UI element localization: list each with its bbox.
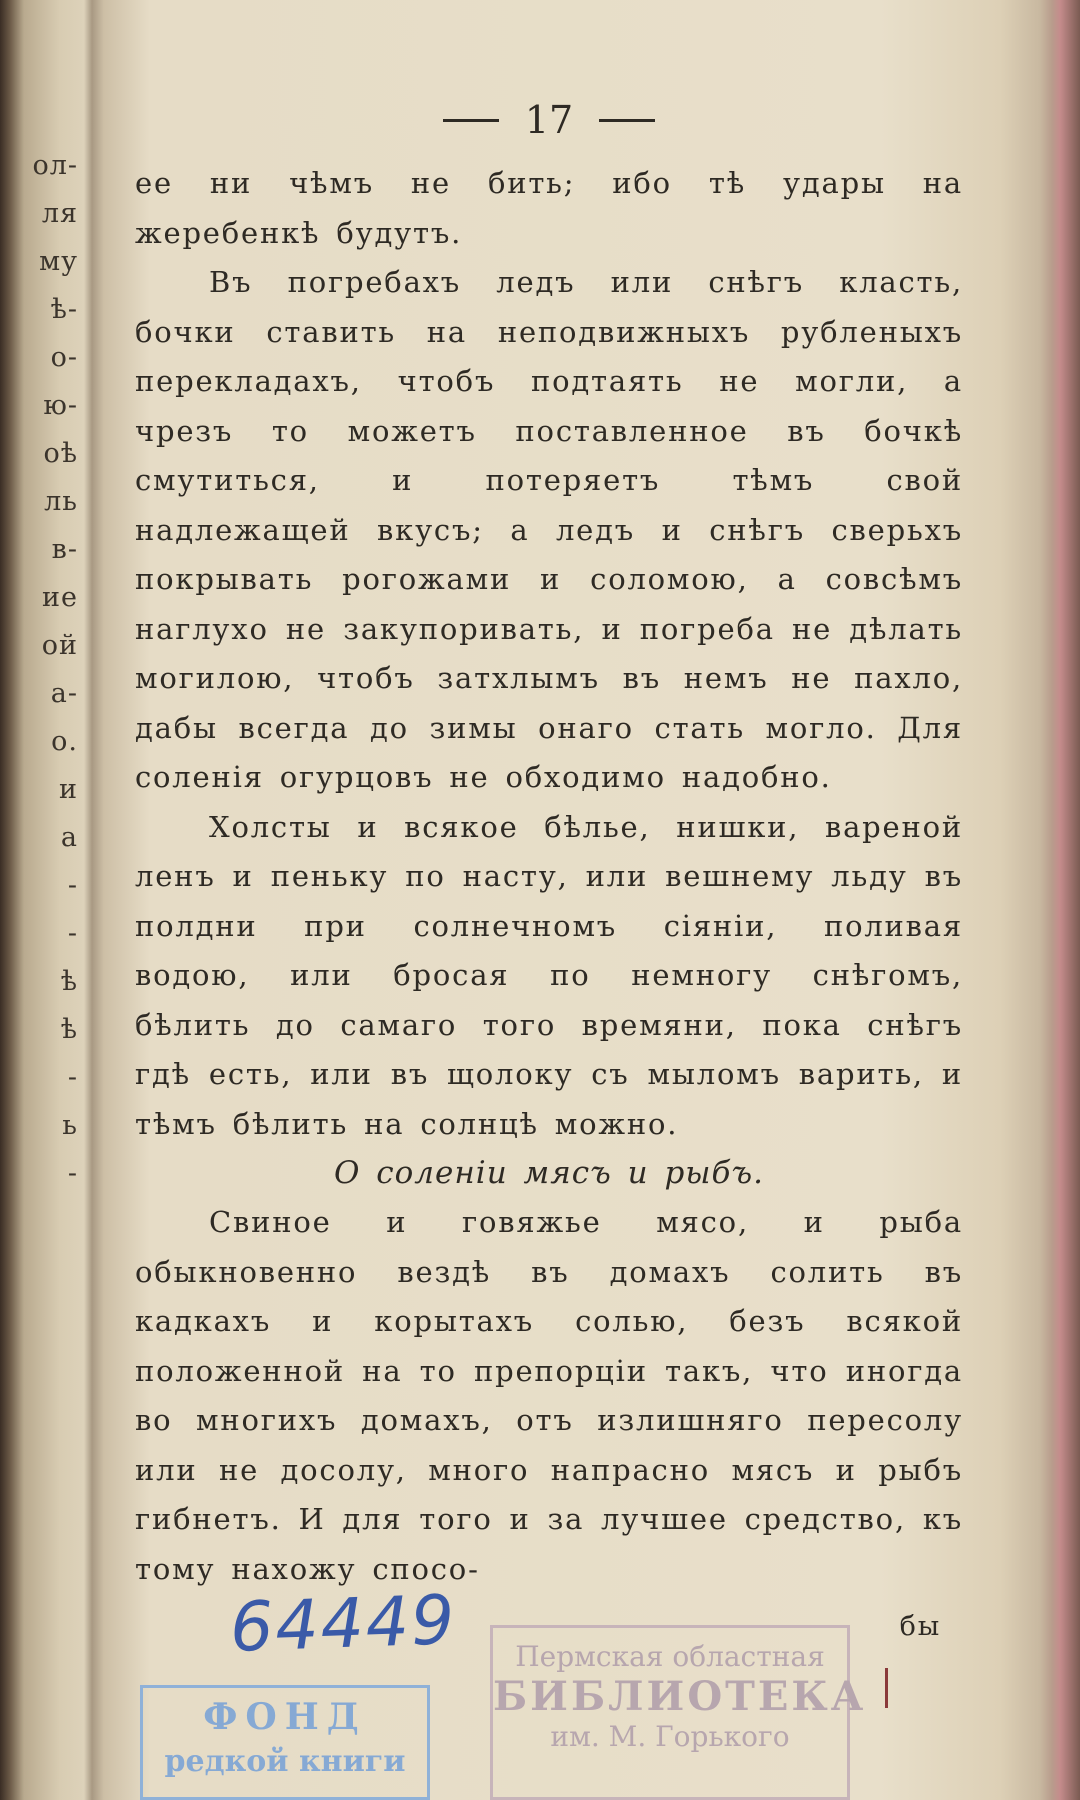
margin-fragment: -: [67, 918, 78, 949]
page-number: 17: [524, 98, 574, 142]
page-body: [135, 159, 963, 1652]
header-dash-right: [599, 119, 655, 122]
margin-fragment: в-: [51, 534, 78, 565]
red-pencil-mark: [885, 1668, 888, 1708]
library-stamp-line1: Пермская областная: [515, 1640, 825, 1673]
margin-fragment: и: [59, 774, 78, 805]
library-stamp-line3: им. М. Горького: [550, 1720, 790, 1753]
margin-fragment: о.: [51, 726, 78, 757]
margin-fragment: ие: [42, 582, 78, 613]
paragraph: ее ни чѣмъ не бить; ибо тѣ удары на жеребенкѣ будутъ.: [135, 166, 963, 250]
margin-fragment: -: [67, 870, 78, 901]
margin-fragment: ѣ: [60, 1014, 78, 1045]
margin-fragment: ю-: [43, 390, 78, 421]
header-dash-left: [443, 119, 499, 122]
margin-fragment: ой: [41, 630, 78, 661]
page-header: [135, 95, 963, 145]
fond-stamp-line1: ФОНД: [203, 1696, 367, 1738]
facing-page-margin: [0, 150, 78, 1250]
paragraph: Холсты и всякое бѣлье, нишки, вареной ленъ и пеньку по насту, или вешнему льду въ полдни при солнечномъ сіяніи, поливая водою, или бросая по немногу снѣгомъ, бѣлить до самаго того времяни, пока снѣгъ гдѣ есть, или въ щолоку съ мыломъ варить, и тѣмъ бѣлить на солнцѣ можно.: [135, 809, 963, 1141]
margin-fragment: ѣ: [60, 966, 78, 997]
margin-fragment: ѣ-: [50, 294, 78, 325]
margin-fragment: оѣ: [43, 438, 78, 469]
fond-stamp-line2: редкой книги: [164, 1744, 406, 1779]
margin-fragment: -: [67, 1062, 78, 1093]
catchword: бы: [899, 1611, 941, 1642]
paragraph: Свиное и говяжье мясо, и рыба обыкновенно вездѣ въ домахъ солить въ кадкахъ и корытахъ солью, безъ всякой положенной на то препорціи такъ, что иногда во многихъ домахъ, отъ излишняго пересолу или не досолу, много напрасно мясъ и рыбъ гибнетъ. И для того и за лучшее средство, къ тому нахожу спосо-: [135, 1205, 963, 1586]
section-heading: О соленіи мясъ и рыбъ.: [334, 1155, 764, 1191]
handwritten-inventory-number: 64449: [228, 1581, 458, 1668]
margin-fragment: ля: [41, 198, 78, 229]
margin-fragment: ол-: [32, 150, 78, 181]
margin-fragment: а: [60, 822, 78, 853]
margin-fragment: ль: [44, 486, 78, 517]
margin-fragment: о-: [50, 342, 78, 373]
margin-fragment: ь: [62, 1110, 78, 1141]
rare-book-fund-stamp: [140, 1685, 430, 1800]
book-page: [135, 95, 963, 1652]
paragraph: Въ погребахъ ледъ или снѣгъ класть, бочки ставить на неподвижныхъ рубленыхъ перекладахъ, чтобъ подтаять не могли, а чрезъ то можетъ поставленное въ бочкѣ смутиться, и потеряетъ тѣмъ свой надлежащей вкусъ; а ледъ и снѣгъ сверьхъ покрывать рогожами и соломою, а совсѣмъ наглухо не закупоривать, и погреба не дѣлать могилою, чтобъ затхлымъ въ немъ не пахло, дабы всегда до зимы онаго стать могло. Для соленія огурцовъ не обходимо надобно.: [135, 265, 963, 794]
margin-fragment: -: [67, 1158, 78, 1189]
margin-fragment: му: [39, 246, 78, 277]
margin-fragment: а-: [50, 678, 78, 709]
library-stamp: [490, 1625, 867, 1800]
library-stamp-line2: БИБЛИОТЕКА: [493, 1673, 867, 1720]
